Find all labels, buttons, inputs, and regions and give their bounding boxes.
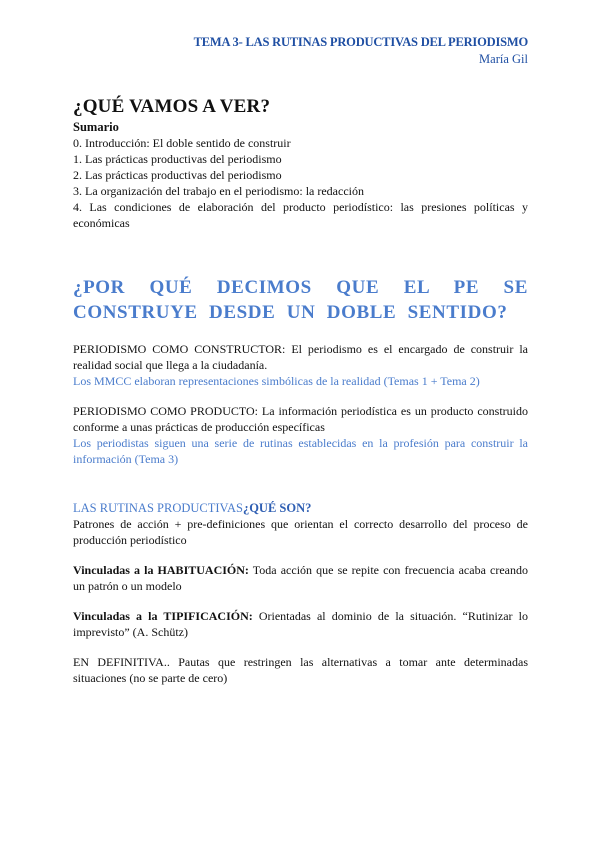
habituacion-text: Toda acción que se repite con frecuencia acaba creando un patrón o un modelo: [73, 563, 528, 593]
intro-heading: ¿QUÉ VAMOS A VER?: [73, 96, 271, 117]
product-note: Los periodistas siguen una serie de rutinas establecidas en la profesión para construir la información (Tema 3): [73, 436, 528, 466]
summary-item-2: 2. Las prácticas productivas del periodismo: [73, 168, 282, 182]
tipificacion-text: Orientadas al dominio de la situación. “Rutinizar lo imprevisto” (A. Schütz): [73, 609, 528, 639]
constructor-paragraph: PERIODISMO COMO CONSTRUCTOR: El periodismo es el encargado de construir la realidad social que llega a la ciudadanía.: [73, 342, 528, 372]
routines-heading: [73, 500, 528, 516]
routines-section: [73, 500, 528, 686]
double-sense-section: [73, 275, 528, 467]
constructor-note: Los MMCC elaboran representaciones simbólicas de la realidad (Temas 1 + Tema 2): [73, 374, 480, 388]
page-header: [194, 35, 528, 67]
conclusion-paragraph: EN DEFINITIVA.. Pautas que restringen las alternativas a tomar ante determinadas situaciones (no se parte de cero): [73, 655, 528, 685]
product-paragraph: PERIODISMO COMO PRODUCTO: La información periodística es un producto construido conforme a unas prácticas de producción específicas: [73, 404, 528, 434]
header-author: María Gil: [479, 52, 528, 66]
summary-item-3: 3. La organización del trabajo en el periodismo: la redacción: [73, 184, 364, 198]
summary-item-0: 0. Introducción: El doble sentido de construir: [73, 136, 291, 150]
summary-label: Sumario: [73, 120, 119, 134]
summary-item-4: 4. Las condiciones de elaboración del producto periodístico: las presiones políticas y económicas: [73, 200, 528, 230]
double-sense-heading: ¿POR QUÉ DECIMOS QUE EL PE SE CONSTRUYE DESDE UN DOBLE SENTIDO?: [73, 277, 528, 323]
intro-section: [73, 96, 528, 231]
routines-heading-prefix: LAS RUTINAS PRODUCTIVAS: [73, 501, 243, 515]
tipificacion-paragraph: [73, 608, 528, 640]
routines-heading-question: ¿QUÉ SON?: [242, 501, 312, 515]
habituacion-paragraph: [73, 562, 528, 594]
summary-item-1: 1. Las prácticas productivas del periodismo: [73, 152, 282, 166]
header-title: TEMA 3- LAS RUTINAS PRODUCTIVAS DEL PERIODISMO: [193, 35, 528, 49]
habituacion-label: Vinculadas a la HABITUACIÓN:: [73, 563, 249, 577]
tipificacion-label: Vinculadas a la TIPIFICACIÓN:: [73, 609, 253, 623]
routines-definition: Patrones de acción + pre-definiciones que orientan el correcto desarrollo del proceso de producción periodístico: [73, 517, 528, 547]
